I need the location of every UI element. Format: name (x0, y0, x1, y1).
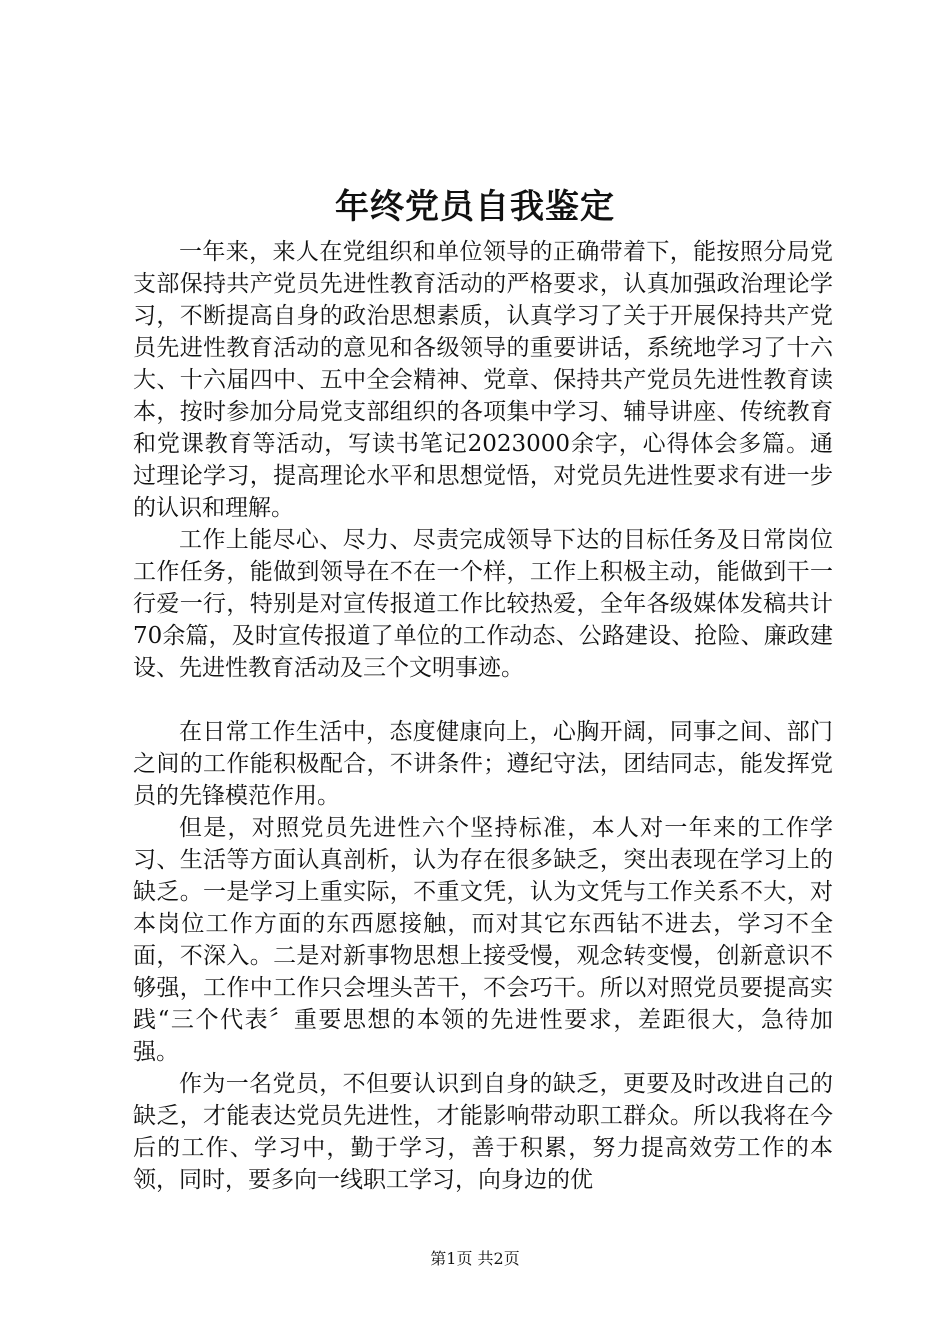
paragraph-1: 一年来，来人在党组织和单位领导的正确带着下，能按照分局党支部保持共产党员先进性教育活动的严格要求，认真加强政治理论学习，不断提高自身的政治思想素质，认真学习了关于开展保持共产党员先进性教育活动的意见和各级领导的重要讲话，系统地学习了十六大、十六届四中、五中全会精神、党章、保持共产党员先进性教育读本，按时参加分局党支部组织的各项集中学习、辅导讲座、传统教育和党课教育等活动，写读书笔记2023000余字，心得体会多篇。通过理论学习，提高理论水平和思想觉悟，对党员先进性要求有进一步的认识和理解。 (133, 239, 833, 521)
paragraph-3: 在日常工作生活中，态度健康向上，心胸开阔，同事之间、部门之间的工作能积极配合，不讲条件；遵纪守法，团结同志，能发挥党员的先锋模范作用。 (133, 719, 833, 809)
page-indicator: 第1页 共2页 (430, 1249, 520, 1268)
paragraph-gap (133, 684, 833, 716)
paragraph-2: 工作上能尽心、尽力、尽责完成领导下达的目标任务及日常岗位工作任务，能做到领导在不在一个样，工作上积极主动，能做到干一行爱一行，特别是对宣传报道工作比较热爱，全年各级媒体发稿共计70余篇，及时宣传报道了单位的工作动态、公路建设、抢险、廉政建设、先进性教育活动及三个文明事迹。 (133, 527, 833, 681)
paragraph-5: 作为一名党员，不但要认识到自身的缺乏，更要及时改进自己的缺乏，才能表达党员先进性，才能影响带动职工群众。所以我将在今后的工作、学习中，勤于学习，善于积累，努力提高效劳工作的本领，同时，要多向一线职工学习，向身边的优 (133, 1071, 833, 1193)
paragraph-4: 但是，对照党员先进性六个坚持标准，本人对一年来的工作学习、生活等方面认真剖析，认为存在很多缺乏，突出表现在学习上的缺乏。一是学习上重实际，不重文凭，认为文凭与工作关系不大，对本岗位工作方面的东西愿接触，而对其它东西钻不进去，学习不全面，不深入。二是对新事物思想上接受慢，观念转变慢，创新意识不够强，工作中工作只会埋头苦干，不会巧干。所以对照党员要提高实践“三个代表〞重要思想的本领的先进性要求，差距很大，急待加强。 (133, 815, 833, 1065)
document-title: 年终党员自我鉴定 (335, 187, 615, 227)
document-body (133, 236, 833, 1196)
